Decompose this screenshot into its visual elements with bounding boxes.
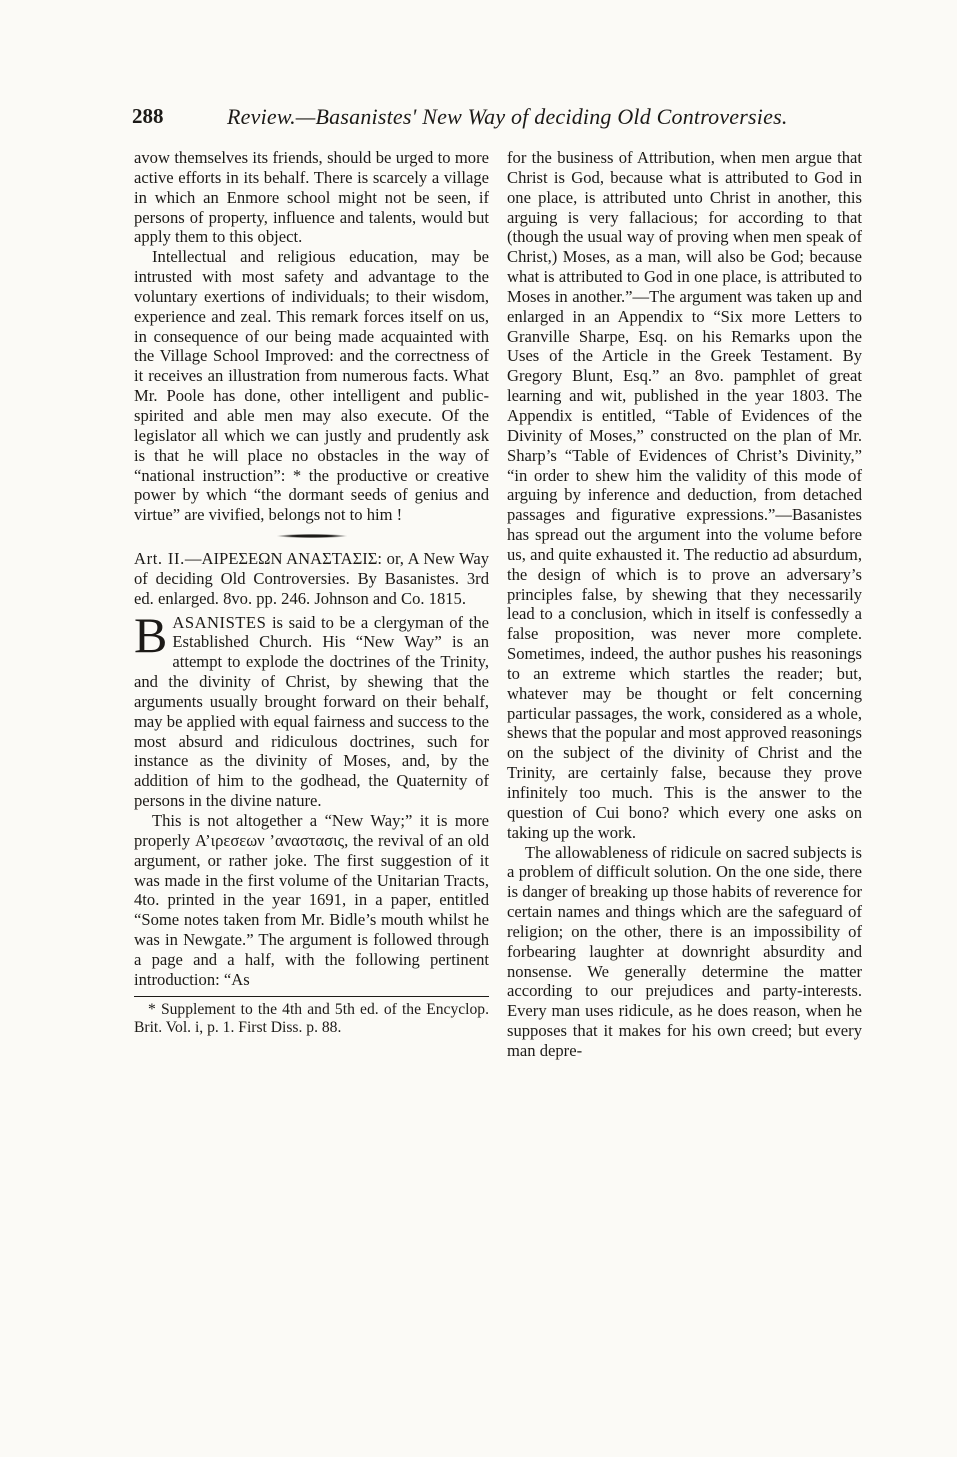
section-divider [277, 534, 347, 538]
footnote-rule [134, 996, 489, 997]
article-citation: : or, A New Way of deciding Old Controversies. By Basanistes. 3rd ed. enlarged. 8vo. pp. 246. Johnson and Co. 1815. [134, 549, 489, 608]
paragraph: The allowableness of ridicule on sacred subjects is a problem of difficult solution. On the one side, there is danger of breaking up those habits of reverence for certain names and things which are the safeguard of religion; on the other, there is an impossibility of forbearing laughter at downright absurdity and nonsense. We generally determine the matter according to our prejudices and party-interests. Every man uses ridicule, as he does reason, when he supposes that it makes for his own creed; but every man depre- [507, 842, 862, 1060]
paragraph [134, 606, 489, 811]
paragraph: for the business of Attribution, when men argue that Christ is God, because what is attributed to God in one place, is attributed unto Christ in another, this arguing is very fallacious; for according to that (though the usual way of proving when men speak of Christ,) Moses, as a man, will also be God; because what is attributed to God in one place, is attributed to Moses in another.”—The argument was taken up and enlarged in an Appendix to “Six more Letters to Granville Sharpe, Esq. on his Remarks upon the Uses of the Article in the Greek Testament. By Gregory Blunt, Esq.” an 8vo. pamphlet of great learning and wit, published in the year 1803. The Appendix is entitled, “Table of Evidences of the Divinity of Moses,” constructed on the plan of Mr. Sharp’s “Table of Evidences of Christ’s Divinity,” “in order to shew him the validity of this mode of arguing by inference and deduction, from detached passages and figurative expressions.”—Basanistes has spread out the argument into the volume before us, and quite exhausted it. The reductio ad absurdum, the design of which is to prove an adversary’s principles false, by shewing that they necessarily lead to a conclusion, which in itself is confessedly a false proposition, was never more complete. Sometimes, indeed, the author pushes his reasonings to an extreme which startles the reader; but, whatever may be thought or felt concerning particular passages, the work, considered as a whole, shews that the popular and most approved reasonings on the subject of the divinity of Christ and the Trinity, are certainly false, because they prove infinitely too much. This is the answer to the question of Cui bono? which every one asks on taking up the work. [507, 148, 862, 842]
footnote: * Supplement to the 4th and 5th ed. of the Encyclop. Brit. Vol. i, p. 1. First Diss. p. 88. [134, 1000, 489, 1036]
paragraph: This is not altogether a “New Way;” it is more properly Α’ιρεσεων ’αναστασις, the revival of an old argument, or rather joke. The first suggestion of it was made in the first volume of the Unitarian Tracts, 4to. printed in the year 1691, in a paper, entitled “Some notes taken from Mr. Bidle’s mouth whilst he was in Newgate.” The argument is followed through a page and a half, with the following pertinent introduction: “As [134, 811, 489, 989]
article-greek-title: —ΑΙΡΕΣΕΩΝ ΑΝΑΣΤΑΣΙΣ [184, 549, 378, 569]
paragraph: avow themselves its friends, should be urged to more active efforts in its behalf. There is scarcely a village in which an Enmore school might not be seen, if persons of property, influence and talents, would but apply them to this object. [134, 148, 489, 247]
running-header [132, 104, 857, 138]
article-label: Art. II. [134, 549, 185, 569]
left-column [134, 148, 489, 1037]
right-column [507, 148, 862, 1061]
article-heading [134, 549, 489, 609]
opening-caps: ASANISTES [172, 612, 267, 632]
paragraph-text: is said to be a clergyman of the Established Church. His “New Way” is an attempt to explode the doctrines of the Trinity, and the divinity of Christ, by shewing that the arguments usually brought forward on their behalf, may be applied with equal fairness and success to the most absurd and ridiculous doctrines, such for instance as the divinity of Moses, and, by the addition of him to the godhead, the Quaternity of persons in the divine nature. [134, 612, 489, 811]
page-number: 288 [132, 104, 164, 128]
paragraph: Intellectual and religious education, may be intrusted with most safety and advantage to the voluntary exertions of individuals; to their wisdom, experience and zeal. This remark forces itself on us, in consequence of our being made acquainted with the Village School Improved: and the correctness of it receives an illustration from numerous facts. What Mr. Poole has done, other intelligent and public-spirited and able men may also execute. Of the legislator all which we can justly and prudently ask is that he will place no obstacles in the way of “national instruction”: * the productive or creative power by which “the dormant seeds of genius and virtue” are vivified, belongs not to him ! [134, 247, 489, 525]
running-title: Review.—Basanistes' New Way of deciding Old Controversies. [227, 104, 788, 129]
drop-cap: B [134, 606, 168, 663]
